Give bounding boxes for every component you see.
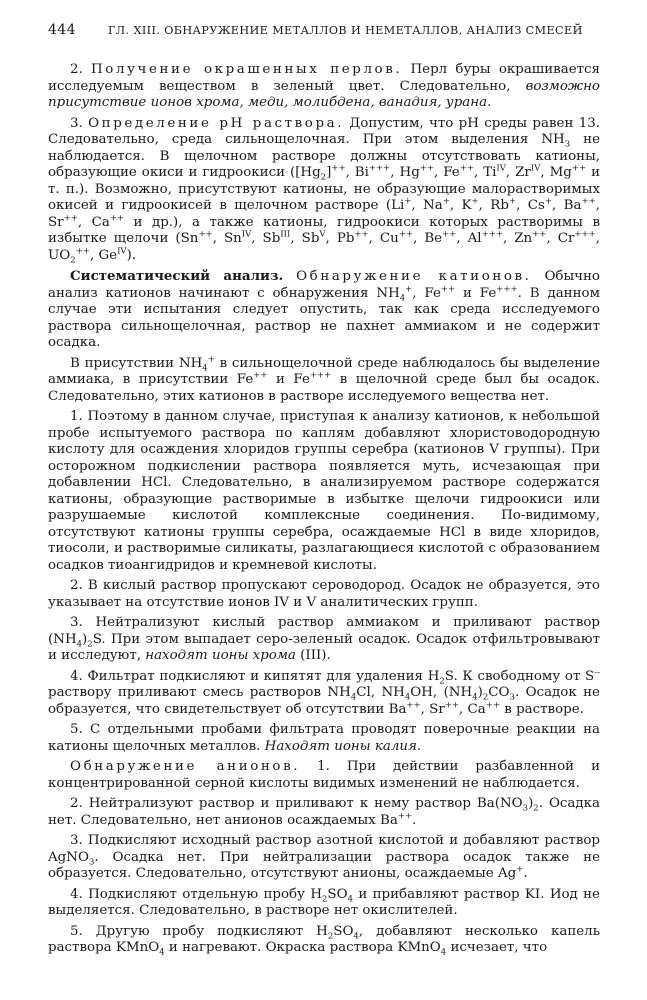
text-run: , Ca [77,214,110,230]
paragraph [48,833,600,883]
text-run: -- [594,667,600,678]
text-run: ++ [75,246,90,257]
text-run: , Cr [546,231,575,246]
paragraph [48,722,600,755]
text-run: 2. В кислый раствор пропускают сероводород. Осадок не образуется, это указывает на отсутствие ионов IV и V аналитических групп. [48,578,600,610]
text-run: ++ [331,163,346,174]
text-run: + [207,354,215,365]
text-run: 2 [482,692,489,703]
running-title: ГЛ. XIII. ОБНАРУЖЕНИЕ МЕТАЛЛОВ И НЕМЕТАЛЛОВ, АНАЛИЗ СМЕСЕЙ [108,24,583,37]
text-run: Определение pH раствора. [88,115,345,131]
text-run [283,269,296,284]
text-run: (III). [295,648,331,663]
text-run: IV [496,163,506,174]
text-run: 4 [159,947,165,958]
text-run: 2 [439,676,445,687]
text-run: V [319,229,326,240]
text-run: ++ [354,229,369,240]
text-run: 3. Нейтрализуют кислый раствор аммиаком и приливают раствор (NH [48,615,600,647]
text-run: ++ [63,213,78,224]
text-run: S. При этом выпадает серо-зеленый осадок. Осадок отфильтровывают и исследуют, [48,631,600,663]
text-run: и Fe [455,285,497,301]
text-run: 4 [347,894,353,905]
text-run: Перл буры окрашивается исследуемым веществом в зеленый цвет. Следовательно, [48,62,600,94]
text-run: Обычно анализ катионов начинают с обнаружения NH [48,269,600,301]
text-run: 2 [327,931,334,942]
text-run: не наблюдается. В щелочном растворе должны отсутствовать катионы, образующие окиси и гидроокиси ([Hg [48,132,600,180]
text-run: . В данном случае эти испытания следует опустить, так как среда исследуемого раствора сильнощелочная, раствор не пахнет аммиаком и не содержит осадка. [48,285,600,350]
text-run: ++ [532,229,547,240]
paragraph [48,578,600,611]
text-run: 3 [88,857,95,868]
text-run: , K [449,198,472,213]
text-run: SO [327,886,348,902]
text-run: , Be [413,231,443,246]
text-run: и Fe [267,372,310,387]
text-run: , Hg [390,165,420,180]
text-run: находят ионы хрома [145,648,296,663]
text-run: +++ [481,229,503,240]
text-run: 2. Нейтрализуют раствор и приливают к нему раствор Ba(NO [70,796,523,811]
text-run: в сильнощелочной среде наблюдалось бы выделение аммиака, в присутствии Fe [48,355,600,387]
text-run: III [280,229,291,240]
text-run: . Осадка нет. Следовательно, нет анионов осаждаемых Ba [48,796,601,828]
text-run: , Bi [345,165,369,180]
text-run: в щелочной среде был бы осадок. Следовательно, этих катионов в растворе исследуемого вещества нет. [48,372,600,404]
text-run: ++ [442,229,457,240]
text-run: OH, (NH [410,685,473,700]
text-run: Cl, NH [356,685,405,700]
text-run: 2 [322,894,328,905]
text-run: + [516,864,524,875]
text-run: ++ [459,163,474,174]
text-run: . Осадок не образуется, что свидетельствует об отсутствии Ba [48,685,600,717]
text-run: 2. [70,62,92,77]
text-run: 4 [440,947,447,958]
paragraph [48,669,600,719]
text-run: 1. При действии разбавленной и концентрированной серной кислоты видимых изменений не наблюдается. [48,759,600,791]
text-run: . Осадка нет. При нейтрализации раствора осадок также не образуется. Следовательно, отсутствуют анионы, осаждаемые Ag [48,849,600,881]
text-run: , UO [48,231,601,263]
text-run: ++ [398,229,414,240]
text-run: исчезает, что [446,940,548,955]
text-run: 1. Поэтому в данном случае, приступая к анализу катионов, к небольшой пробе испытуемого раствора по каплям добавляют хлористоводородную кислоту для осаждения хлоридов группы серебра (катионов V группы). При осторожном подкислении раствора появляется муть, исчезающая при добавлении HCl. Следовательно, в анализируемом растворе содержатся катионы, образующие растворимые в избытке щелочи гидроокиси или разрушаемые кислотой комплексные соединения. По-видимому, отсутствуют катионы группы серебра, осаждаемые HCl в виде хлоридов, тиосоли, и растворимые силикаты, разлагающиеся кислотой с образованием осадков тиоангидридов и кремневой кислоты. [48,409,600,573]
text-run: + [544,196,552,207]
text-run: 4 [202,363,208,374]
text-run: возможно присутствие ионов хрома, меди, молибдена, ванадия, урана. [48,78,600,110]
text-run: 4 [350,692,357,703]
text-run: Допустим, что pH среды равен 13. Следовательно, среда сильнощелочная. При этом выделения NH [48,115,600,147]
text-run: ++ [444,700,460,711]
text-run: ++ [440,284,456,295]
page-number: 444 [48,22,76,38]
text-run: , Fe [412,285,441,301]
paragraph [48,409,600,574]
text-run: 4. Фильтрат подкисляют и кипятят для удаления H [70,668,440,684]
text-run: 4 [472,692,478,703]
paragraph [48,116,600,265]
text-run: SO [333,923,354,939]
text-run: S. К свободному от S [444,668,595,684]
text-run: , Sb [290,231,320,246]
text-run: 3. [70,115,89,131]
text-run: Получение окрашенных перлов. [91,62,403,77]
text-run: 3. Подкисляют исходный раствор азотной кислотой и добавляют раствор AgNO [48,833,600,865]
text-run: , Ca [459,701,486,717]
text-run: IV [117,246,127,257]
text-run: раствору приливают смесь растворов NH [48,685,351,700]
paragraph [48,268,600,352]
text-run: ) [528,796,534,811]
text-run: 4 [353,931,359,942]
page-header [48,22,600,42]
text-run: ++ [419,163,435,174]
text-run: , Sb [251,231,281,246]
text-run: , Na [411,198,443,213]
body-text [48,62,600,961]
text-run: , Fe [434,165,460,180]
text-run: 3 [509,692,515,703]
text-run: ++ [397,811,413,822]
text-run: 2 [533,803,539,814]
text-run: и т. п.). Возможно, присутствуют катионы, не образующие малорастворимых окисей и гидроокисей в щелочном растворе (Li [48,165,600,213]
text-run: , Pb [325,231,355,246]
text-run: , Zr [505,165,531,180]
text-run: +++ [574,229,596,240]
text-run: + [404,196,412,207]
text-run: + [405,284,413,295]
text-run: в растворе. [500,701,584,717]
paragraph [48,615,600,665]
text-run: 2 [320,172,327,183]
paragraph [48,356,600,406]
text-run: . [412,812,417,828]
text-run: В присутствии NH [70,355,203,371]
paragraph [48,887,600,920]
text-run: ++ [581,196,596,207]
text-run: , Sr [420,701,445,717]
text-run: , Ge [89,247,118,263]
text-run: ++ [485,700,501,711]
text-run: , Sr [48,198,600,230]
text-run: Находят ионы калия. [264,738,422,754]
text-run: и прибавляют раствор KI. Иод не выделяется. Следовательно, в растворе нет окислителей. [48,886,600,918]
text-run: 5. С отдельными пробами фильтрата проводят поверочные реакции на катионы щелочных металлов. [48,722,600,754]
text-run: IV [530,163,541,174]
text-run: . [523,866,528,881]
text-run: 5. Другую пробу подкисляют H [70,923,328,939]
text-run: ++ [253,370,268,381]
paragraph [48,924,600,957]
text-run: Обнаружение катионов. [296,269,532,284]
text-run: 4 [404,692,411,703]
text-run: ++ [406,700,421,711]
paragraph [48,759,600,792]
text-run: 4 [399,293,406,304]
text-run: ) [477,685,483,700]
text-run: 4 [76,639,83,650]
text-run: 2 [70,255,76,266]
paragraph [48,62,600,112]
text-run: ] [326,165,332,180]
text-run: +++ [309,370,332,381]
text-run: ++ [571,163,587,174]
text-run: + [442,196,450,207]
text-run: , Rb [478,198,509,213]
text-run: и нагревают. Окраска раствора KMnO [164,940,441,955]
text-run: Систематический анализ. [70,268,284,284]
text-run: , Cu [368,231,399,246]
text-run: 4. Подкисляют отдельную пробу H [70,886,322,902]
text-run: 3 [522,803,529,814]
paragraph [48,796,600,829]
text-run: , Al [456,231,482,246]
text-run: +++ [368,163,391,174]
text-run: + [508,196,517,207]
text-run: и др.), а также катионы, гидроокиси которых растворимы в избытке щелочи (Sn [48,214,600,246]
text-run: 2 [87,639,93,650]
text-run: ++ [109,213,125,224]
text-run: ++ [198,229,213,240]
text-run: IV [241,229,252,240]
text-run: Обнаружение анионов. [70,759,301,774]
text-run: , Mg [540,165,572,180]
text-run: , Ti [473,165,497,180]
text-run: , Sn [212,231,242,246]
text-run: , Cs [516,198,545,213]
text-run: , добавляют несколько капель раствора KMnO [48,923,600,955]
text-run: , Ba [552,198,582,213]
text-run: , Zn [502,231,533,246]
text-run: CO [488,685,510,700]
text-run: + [471,196,479,207]
text-run: ) [82,631,88,647]
text-run: ). [126,247,137,263]
text-run: +++ [496,284,518,295]
text-run: 3 [564,139,571,150]
